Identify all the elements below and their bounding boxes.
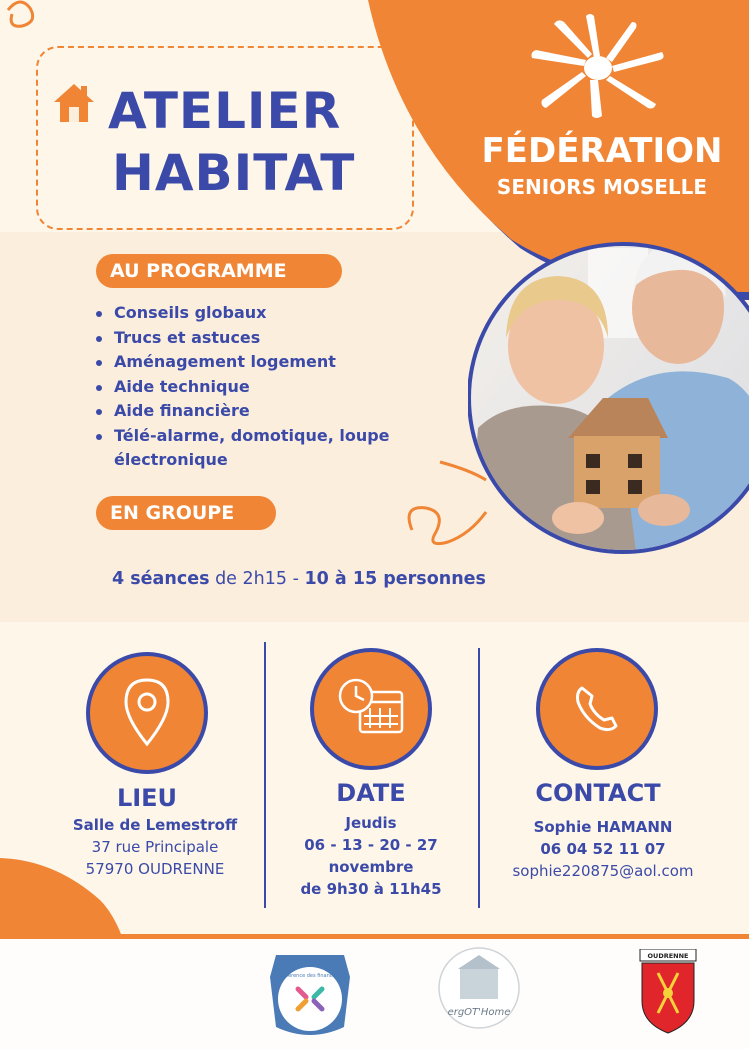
list-item: Conseils globaux <box>94 301 424 326</box>
lieu-details <box>50 814 260 880</box>
programme-label: AU PROGRAMME <box>96 254 342 288</box>
calendar-clock-icon <box>314 652 428 766</box>
contact-details <box>498 816 708 882</box>
logo3-text: OUDRENNE <box>647 952 689 960</box>
lieu-city: 57970 OUDRENNE <box>85 860 225 878</box>
sessions-separator: - <box>292 569 299 589</box>
logo1-text: Conférence des financeurs <box>276 973 344 979</box>
sessions-count: 4 séances <box>112 569 210 589</box>
sessions-summary <box>112 569 486 589</box>
lieu-venue: Salle de Lemestroff <box>72 816 238 834</box>
contact-circle <box>536 648 658 770</box>
separator-2 <box>478 648 480 908</box>
date-day: Jeudis <box>345 814 397 832</box>
lieu-street: 37 rue Principale <box>91 838 219 856</box>
location-pin-icon <box>90 656 204 770</box>
title-line-1: ATELIER <box>108 82 342 140</box>
ergothome-logo <box>436 945 522 1031</box>
list-item: Trucs et astuces <box>94 326 424 351</box>
contact-phone: 06 04 52 11 07 <box>540 840 666 858</box>
date-heading: DATE <box>336 779 406 807</box>
house-icon <box>52 80 96 124</box>
phone-icon <box>540 652 654 766</box>
groupe-label: EN GROUPE <box>96 496 276 530</box>
lieu-circle <box>86 652 208 774</box>
sessions-duration: de 2h15 <box>215 569 287 589</box>
conference-financeurs-logo <box>266 947 354 1041</box>
list-item: Télé-alarme, domotique, loupe électronique <box>94 424 424 473</box>
federation-subtitle: SENIORS MOSELLE <box>496 175 708 199</box>
contact-heading: CONTACT <box>535 779 661 807</box>
sun-icon <box>528 12 668 120</box>
separator-1 <box>264 642 266 908</box>
list-item: Aide technique <box>94 375 424 400</box>
federation-title: FÉDÉRATION <box>481 131 723 171</box>
date-month: novembre <box>328 858 414 876</box>
contact-email[interactable]: sophie220875@aol.com <box>512 862 694 880</box>
contact-name: Sophie HAMANN <box>533 818 673 836</box>
date-details <box>268 812 474 900</box>
date-dates: 06 - 13 - 20 - 27 <box>304 836 438 854</box>
list-item: Aide financière <box>94 399 424 424</box>
date-time: de 9h30 à 11h45 <box>300 880 442 898</box>
logo2-text: ergOT'Home <box>447 1007 511 1018</box>
sessions-people: 10 à 15 personnes <box>304 569 486 589</box>
oudrenne-coat-of-arms <box>636 949 700 1035</box>
list-item: Aménagement logement <box>94 350 424 375</box>
lieu-heading: LIEU <box>116 784 178 812</box>
date-circle <box>310 648 432 770</box>
title-line-2: HABITAT <box>112 144 356 202</box>
seniors-photo <box>468 228 749 590</box>
footer-logos <box>0 939 749 1049</box>
programme-list <box>94 301 424 473</box>
